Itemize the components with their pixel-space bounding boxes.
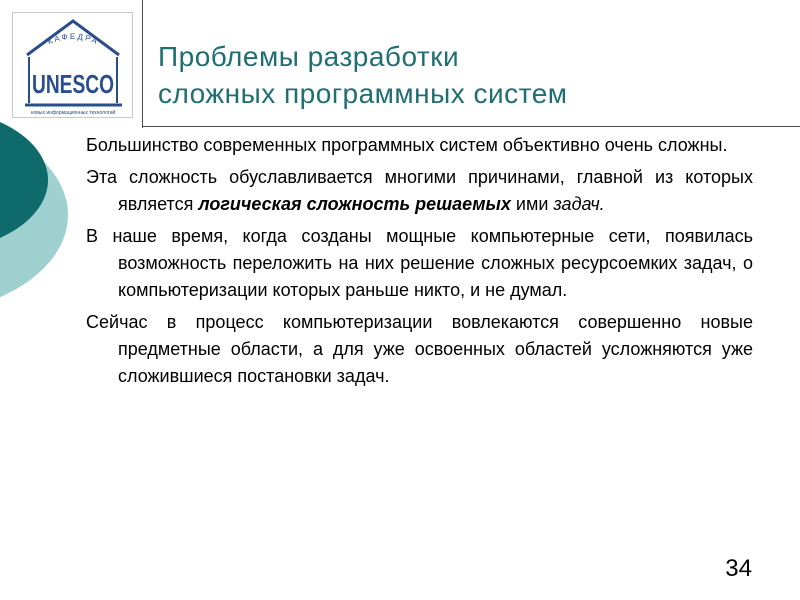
logo-arc-text: КАФЕДРА — [46, 31, 101, 47]
logo-main-text: UNESCO — [32, 69, 114, 99]
paragraph-3: В наше время, когда созданы мощные компьютерные сети, появилась возможность переложить на них решение сложных ресурсоемких задач, о компьютеризации которых раньше никто, и не думал. — [86, 226, 753, 300]
slide-body — [86, 132, 753, 395]
horizontal-divider — [142, 126, 800, 127]
paragraph-2-middle: ими — [510, 194, 554, 214]
page-number: 34 — [725, 555, 752, 582]
logical-complexity-emphasis: логическая сложность решаемых — [198, 194, 511, 214]
title-line-2: сложных программных систем — [158, 78, 568, 109]
paragraph-2 — [86, 164, 753, 218]
unesco-chair-logo — [12, 12, 133, 118]
paragraph-2-start: Эта сложность обуславливается многими причинами, главной из которых является — [86, 167, 753, 214]
title-line-1: Проблемы разработки — [158, 41, 460, 72]
vertical-divider — [142, 0, 143, 128]
unesco-logo-graphic — [13, 13, 134, 119]
tasks-italic: задач. — [553, 194, 605, 214]
slide-title — [158, 38, 778, 112]
paragraph-4: Сейчас в процесс компьютеризации вовлекаются совершенно новые предметные области, а для уже освоенных областей усложняются уже сложившиеся постановки задач. — [86, 312, 753, 386]
logo-subtitle-text: новых информационных технологий — [30, 110, 116, 116]
paragraph-1: Большинство современных программных систем объективно очень сложны. — [86, 135, 728, 155]
